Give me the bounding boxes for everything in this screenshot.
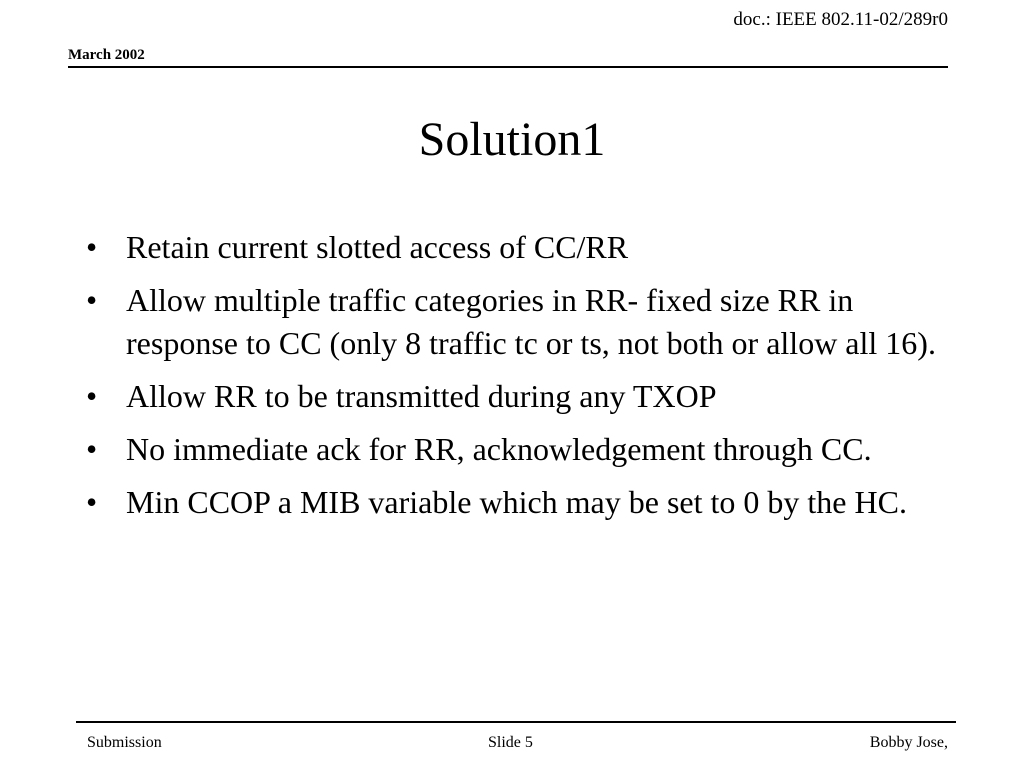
- document-date: March 2002: [68, 47, 145, 63]
- bullet-item: [80, 375, 950, 418]
- bullet-item: [80, 279, 950, 365]
- bullet-text: Min CCOP a MIB variable which may be set to 0 by the HC.: [126, 484, 907, 520]
- bullet-marker: •: [86, 484, 98, 520]
- bullet-text: Retain current slotted access of CC/RR: [126, 229, 629, 265]
- bullet-text: Allow RR to be transmitted during any TXOP: [126, 378, 717, 414]
- footer-slide-number: Slide 5: [488, 734, 533, 751]
- footer-submission: Submission: [87, 734, 162, 751]
- bullet-marker: •: [86, 431, 98, 467]
- bullet-item: [80, 226, 950, 269]
- footer-author: Bobby Jose,: [869, 734, 948, 751]
- bullet-text: Allow multiple traffic categories in RR- fixed size RR in response to CC (only 8 traffic tc or ts, not both or allow all 16).: [126, 282, 936, 361]
- bullet-marker: •: [86, 282, 98, 318]
- bullet-list: [80, 226, 950, 534]
- footer-divider: [76, 721, 956, 723]
- bullet-marker: •: [86, 378, 98, 414]
- header-divider: [68, 66, 948, 68]
- bullet-text: No immediate ack for RR, acknowledgement through CC.: [126, 431, 872, 467]
- bullet-item: [80, 428, 950, 471]
- document-id: doc.: IEEE 802.11-02/289r0: [733, 9, 948, 30]
- slide-title: Solution1: [418, 113, 606, 166]
- bullet-marker: •: [86, 229, 98, 265]
- bullet-item: [80, 481, 950, 524]
